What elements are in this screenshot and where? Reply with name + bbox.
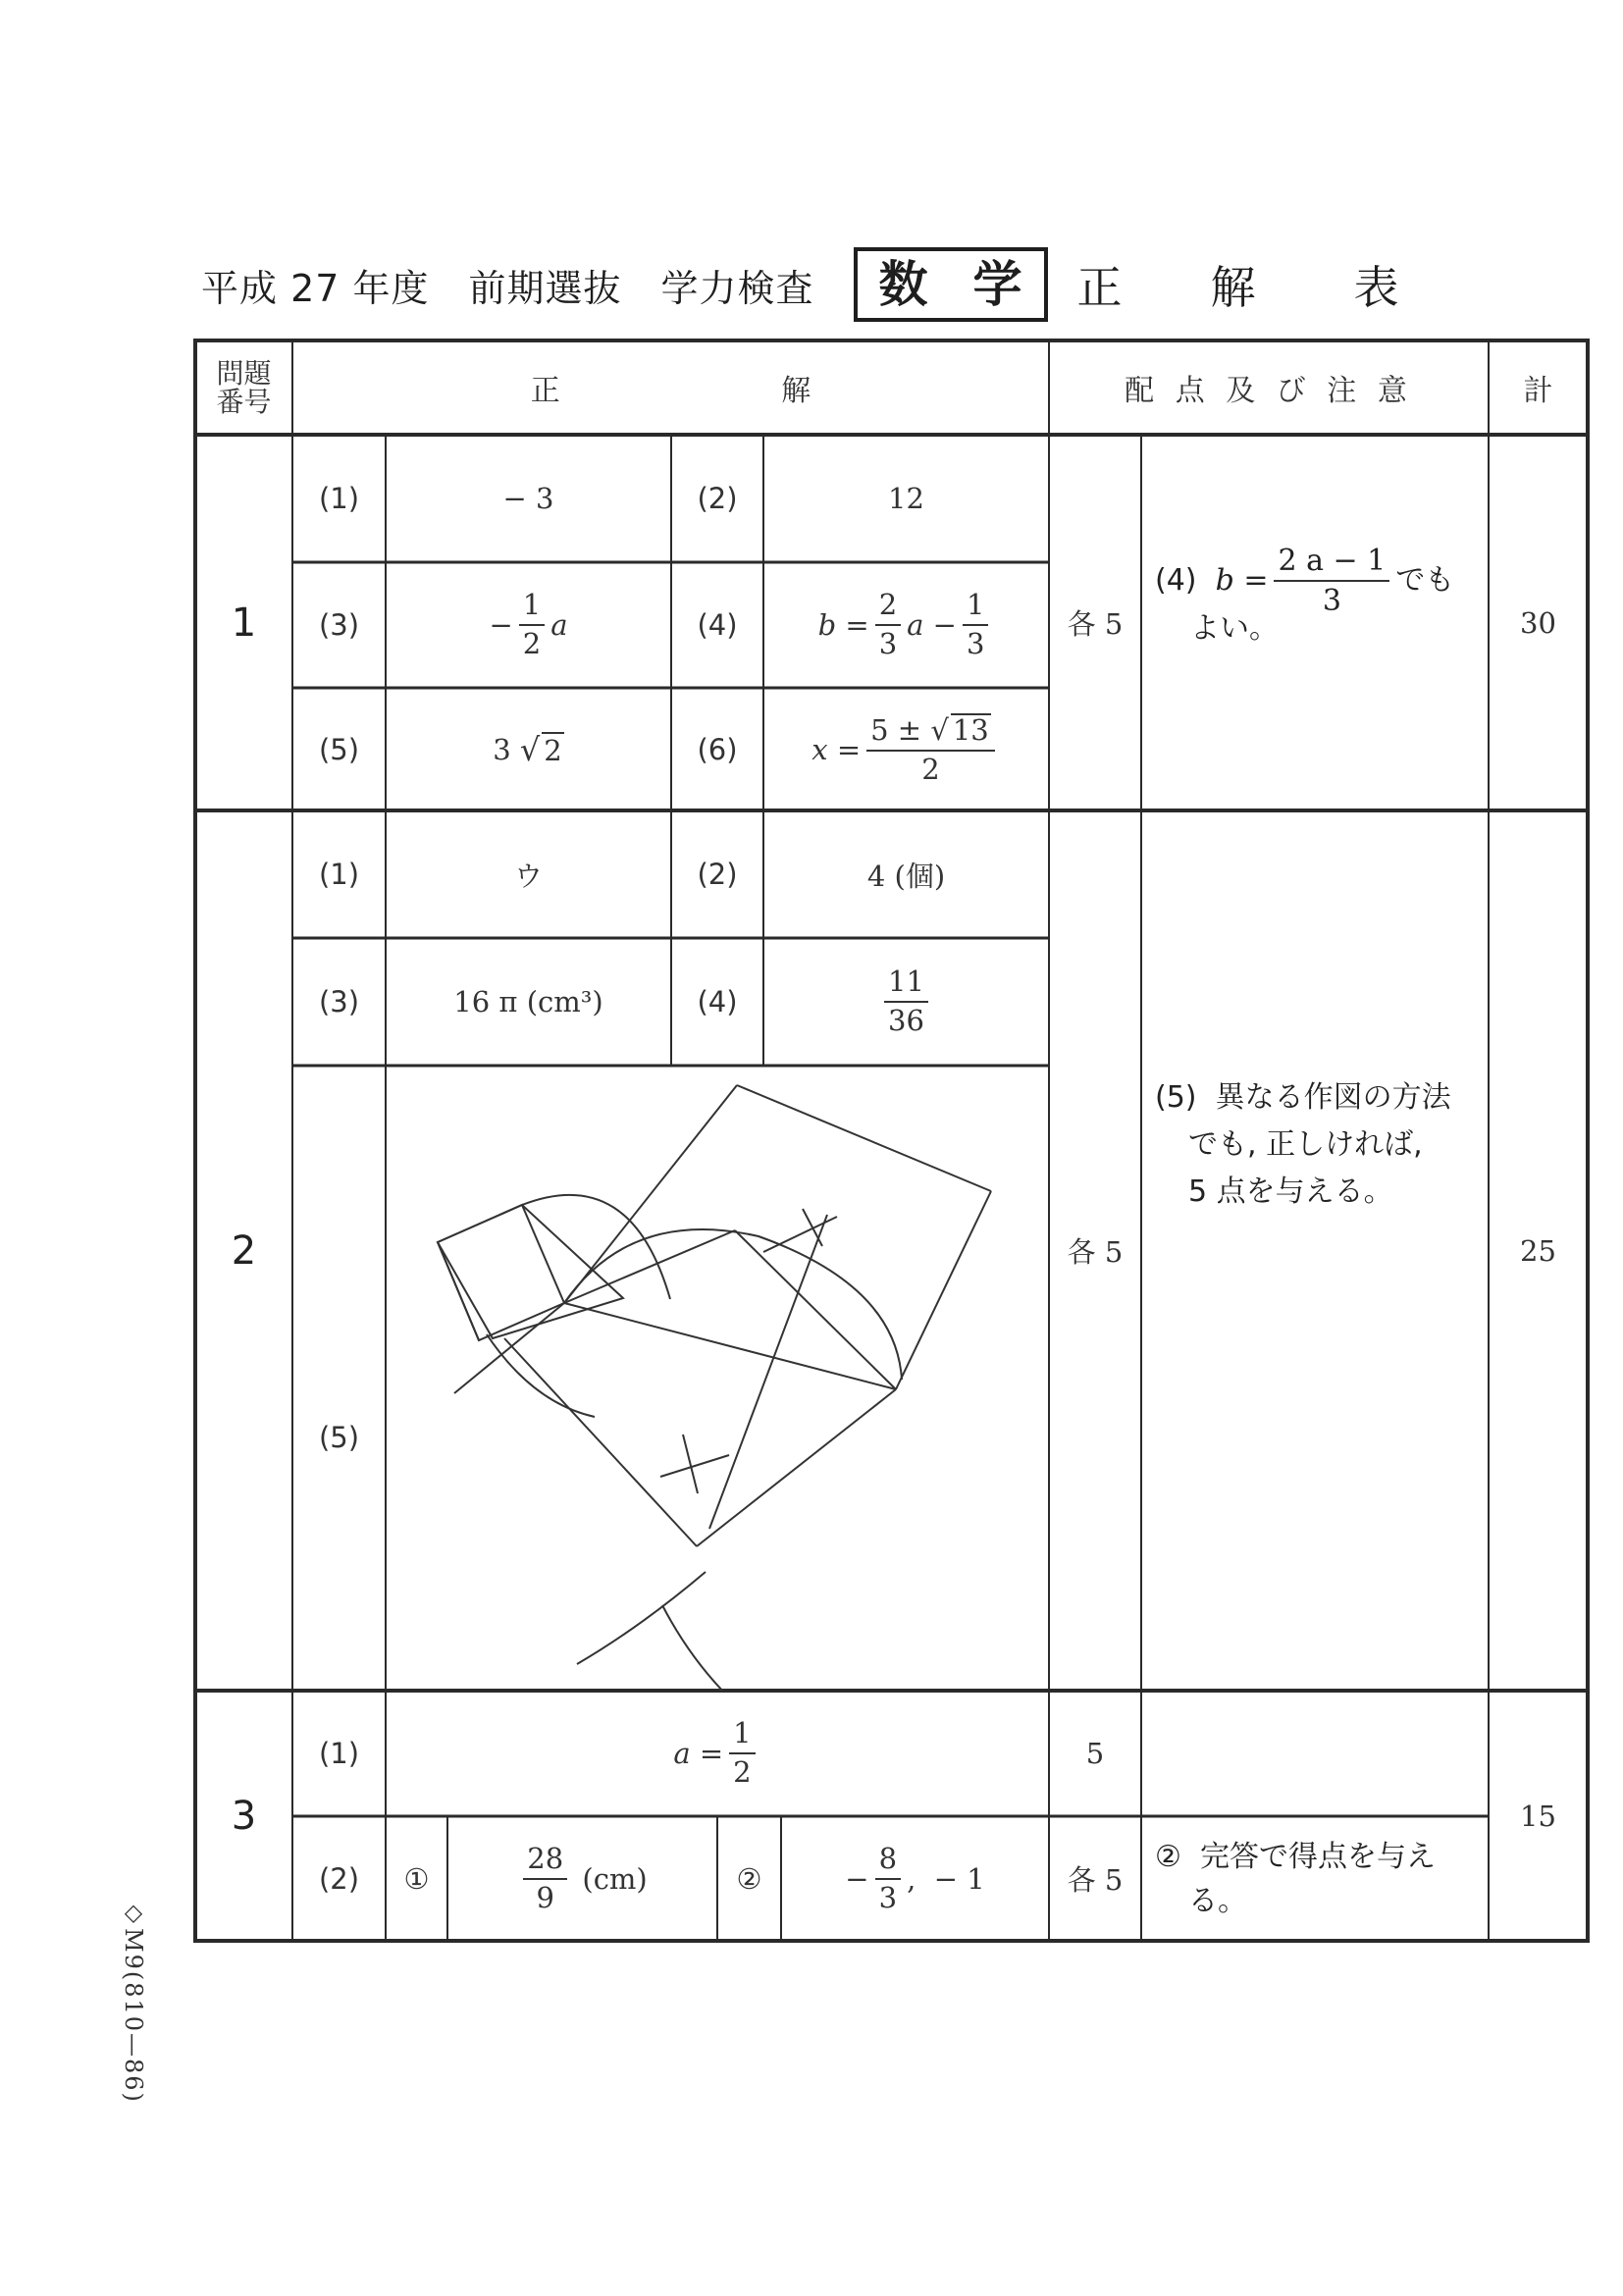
header-total: 計 (1523, 374, 1553, 408)
section-3-total: 15 (1520, 1799, 1556, 1833)
numerator: 1 (963, 590, 988, 626)
item-label: (5) (318, 732, 360, 766)
section-3-1-points: 5 (1085, 1737, 1105, 1770)
fraction (1274, 545, 1389, 617)
sub-item-label: ① (403, 1861, 430, 1896)
subject-box (854, 247, 1048, 322)
section-1-total: 30 (1520, 605, 1556, 640)
numerator (866, 713, 995, 752)
note-line: よい。 (1190, 611, 1279, 646)
header-answer (292, 340, 1049, 435)
geometric-construction-figure (386, 1066, 1049, 1691)
title-selection: 前期選抜 (468, 266, 622, 310)
header-label: 問題 (216, 356, 272, 390)
numerator: 2 a − 1 (1274, 545, 1389, 582)
math-text: a = (673, 1737, 724, 1770)
note-line (1155, 1835, 1436, 1879)
section-1-number: 1 (231, 600, 257, 646)
header-label: 解 (781, 374, 812, 408)
numerator: 8 (875, 1844, 901, 1880)
radicand: 2 (544, 733, 562, 767)
denominator: 9 (536, 1880, 554, 1914)
section-3-2-points: 各 5 (1067, 1863, 1124, 1897)
answer-2-1: ウ (513, 859, 543, 893)
fraction (519, 590, 545, 660)
radicand: 13 (952, 712, 989, 747)
denominator: 2 (733, 1755, 752, 1789)
note-line (1155, 1074, 1451, 1122)
answer-1-2: 12 (888, 482, 924, 515)
unit-text: (cm) (582, 1861, 648, 1896)
numerator: 1 (519, 590, 545, 626)
math-text: b = (1215, 563, 1269, 598)
note-line: 5 点を与える。 (1188, 1174, 1393, 1209)
subject-char: 数 (878, 256, 973, 313)
fraction (729, 1718, 755, 1789)
math-text: a − (907, 608, 957, 642)
header-label: 正 (530, 374, 560, 408)
item-label: (4) (697, 985, 738, 1018)
item-label: (2) (318, 1861, 360, 1896)
item-label: (2) (697, 482, 738, 515)
section-3-note (1141, 1835, 1489, 1933)
item-label: (1) (318, 858, 360, 891)
numerator: 11 (884, 966, 928, 1003)
answer-1-1: − 3 (502, 482, 554, 515)
item-label: (4) (697, 608, 738, 642)
sheet-title-1: 正 (1076, 261, 1123, 314)
math-text: − (489, 608, 513, 642)
math-text: 3 (493, 732, 511, 766)
header-label: 番号 (216, 386, 272, 418)
note-line: でも, 正しければ, (1188, 1127, 1423, 1162)
sqrt-icon: √ (519, 730, 541, 768)
denominator: 3 (1322, 584, 1341, 618)
answer-3-2-1 (447, 1816, 717, 1941)
fraction (875, 1841, 901, 1914)
numerator: 1 (729, 1718, 755, 1754)
section-1-points: 各 5 (1067, 607, 1124, 641)
answer-2-3: 16 π (cm³) (453, 985, 603, 1018)
note-text: でも (1395, 563, 1455, 598)
item-label: (1) (318, 1737, 360, 1770)
math-text: b = (817, 608, 869, 642)
math-text: , − 1 (907, 1861, 985, 1896)
item-label: (5) (318, 1420, 360, 1454)
math-text: 5 ± (870, 712, 922, 747)
section-2-note (1141, 1074, 1489, 1231)
fraction (866, 713, 995, 786)
answer-1-3 (386, 562, 671, 688)
title-year: 平成 27 年度 (201, 266, 430, 310)
fraction (884, 966, 928, 1037)
answer-2-4 (763, 938, 1049, 1066)
note-label: (5) (1155, 1080, 1197, 1115)
note-text: 完答で得点を与え (1199, 1840, 1436, 1874)
answer-1-5 (386, 688, 671, 810)
document-title (201, 245, 1399, 324)
title-exam: 学力検査 (660, 266, 814, 310)
item-label: (2) (697, 858, 738, 891)
section-1-note (1141, 545, 1489, 702)
sqrt-icon: √ (930, 712, 949, 747)
note-line: る。 (1188, 1884, 1247, 1918)
answer-3-1 (386, 1691, 1049, 1816)
sheet-title-3: 表 (1353, 261, 1399, 314)
denominator: 2 (522, 627, 542, 660)
note-label: (4) (1155, 563, 1197, 598)
sheet-title-2: 解 (1210, 261, 1256, 314)
answer-1-6 (763, 688, 1049, 810)
math-text: − (845, 1861, 869, 1896)
denominator: 2 (921, 752, 940, 786)
item-label: (3) (318, 608, 360, 642)
section-2-total: 25 (1520, 1233, 1556, 1268)
denominator: 3 (966, 627, 985, 660)
section-2-number: 2 (231, 1227, 257, 1274)
denominator: 36 (888, 1004, 924, 1037)
section-3-number: 3 (231, 1793, 257, 1839)
math-text: x = (812, 732, 862, 766)
header-problem-number (195, 340, 292, 435)
numerator: 2 (875, 590, 901, 626)
note-text: 異なる作図の方法 (1215, 1080, 1451, 1115)
note-label: ② (1155, 1840, 1181, 1874)
math-text: a (550, 608, 568, 642)
answer-3-2-2 (781, 1816, 1049, 1941)
subject-char: 学 (972, 256, 1022, 313)
sub-item-label: ② (736, 1861, 762, 1896)
item-label: (6) (697, 732, 738, 766)
section-2-points: 各 5 (1067, 1235, 1124, 1269)
denominator: 3 (878, 627, 898, 660)
answer-1-4 (763, 562, 1049, 688)
item-label: (1) (318, 482, 360, 515)
answer-2-2: 4 (個) (866, 859, 946, 893)
side-code: ◇M9(810—86) (120, 1899, 147, 2104)
denominator: 3 (878, 1880, 898, 1914)
fraction (523, 1841, 567, 1914)
item-label: (3) (318, 985, 360, 1018)
header-points-notes: 配 点 及 び 注 意 (1125, 374, 1413, 408)
numerator: 28 (523, 1844, 567, 1880)
fraction (875, 590, 901, 660)
fraction (963, 590, 988, 660)
